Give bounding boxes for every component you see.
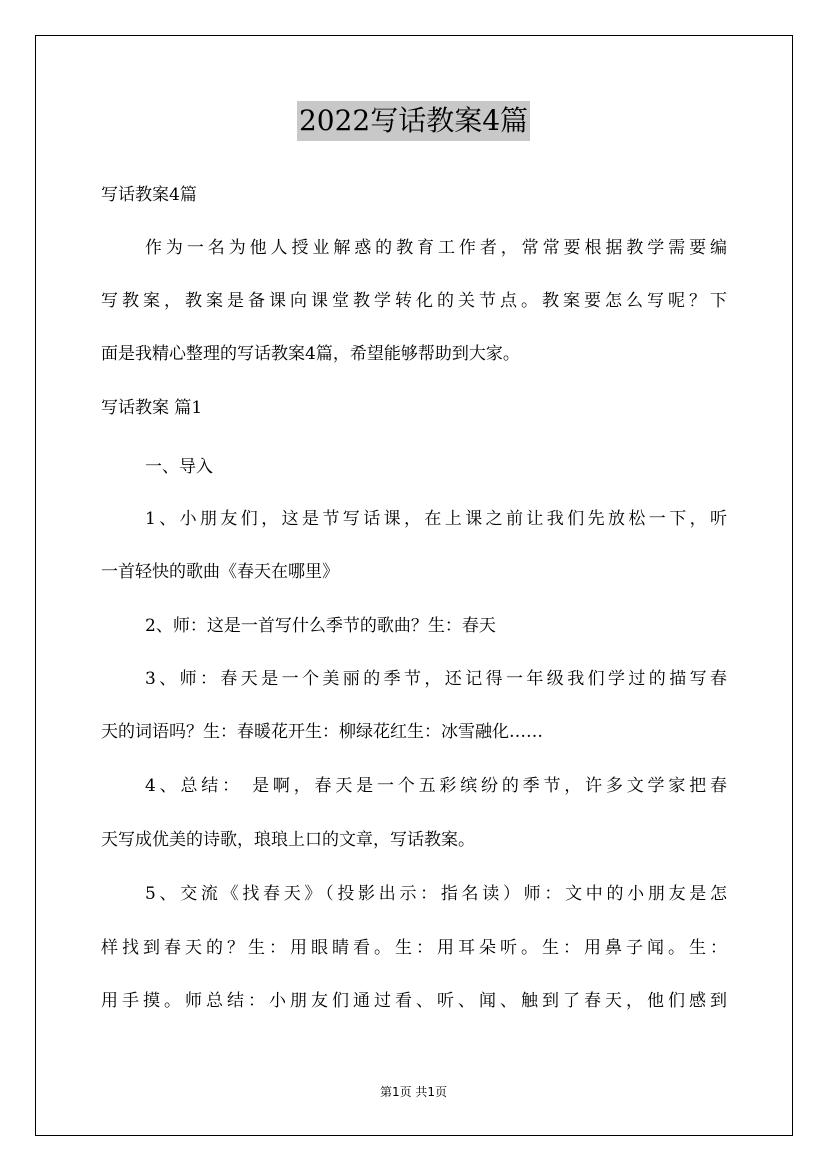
- paragraph-line: 天写成优美的诗歌，琅琅上口的文章，写话教案。: [101, 830, 475, 850]
- paragraph-line: 2、师：这是一首写什么季节的歌曲？生：春天: [145, 616, 496, 636]
- subtitle-line: 写话教案4篇: [101, 185, 197, 205]
- paragraph-line: 面是我精心整理的写话教案4篇，希望能够帮助到大家。: [101, 344, 520, 364]
- paragraph-line: 4、总结： 是啊，春天是一个五彩缤纷的季节，许多文学家把春: [145, 776, 727, 796]
- paragraph-line: 3、师：春天是一个美丽的季节，还记得一年级我们学过的描写春: [145, 669, 727, 689]
- paragraph-line: 作为一名为他人授业解惑的教育工作者，常常要根据教学需要编: [145, 238, 727, 258]
- paragraph-line: 5、交流《找春天》（投影出示：指名读）师：文中的小朋友是怎: [145, 884, 727, 904]
- title-container: [0, 101, 827, 141]
- paragraph-line: 样找到春天的？生：用眼睛看。生：用耳朵听。生：用鼻子闻。生：: [101, 938, 727, 958]
- paragraph-line: 一、导入: [145, 457, 213, 477]
- paragraph-line: 天的词语吗？生：春暖花开生：柳绿花红生：冰雪融化……: [101, 722, 543, 742]
- paragraph-line: 写教案，教案是备课向课堂教学转化的关节点。教案要怎么写呢？下: [101, 291, 727, 311]
- paragraph-line: 用手摸。师总结：小朋友们通过看、听、闻、触到了春天，他们感到: [101, 991, 727, 1011]
- paragraph-line: 一首轻快的歌曲《春天在哪里》: [101, 562, 339, 582]
- paragraph-line: 1、小朋友们，这是节写话课，在上课之前让我们先放松一下，听: [145, 509, 727, 529]
- document-title: 2022写话教案4篇: [297, 101, 530, 141]
- section-heading: 写话教案 篇1: [101, 398, 203, 418]
- page-footer: 第1页 共1页: [379, 1085, 448, 1099]
